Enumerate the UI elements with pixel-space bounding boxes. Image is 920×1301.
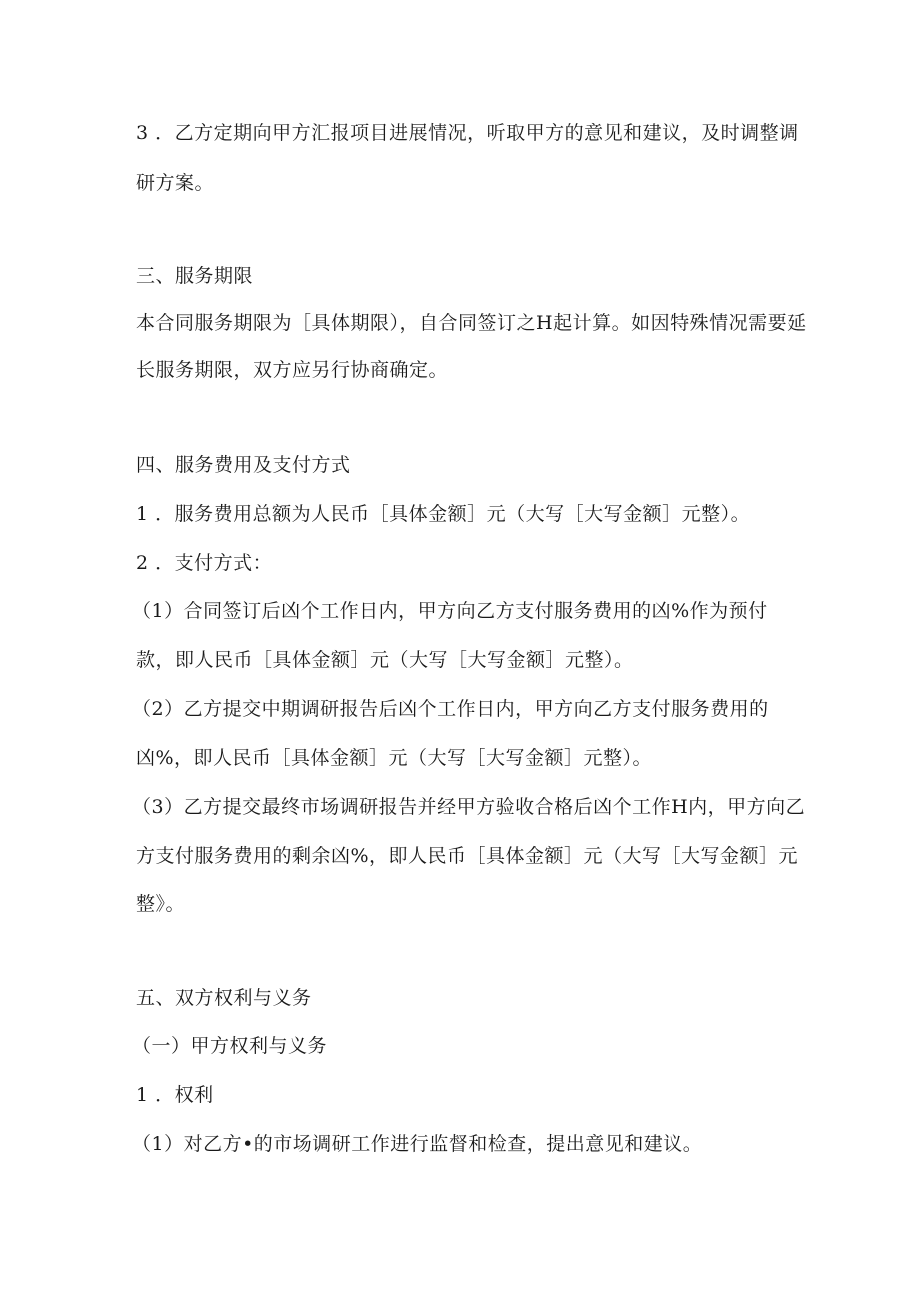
payment-item-2-line-2: 凶%，即人民币［具体金额］元（大写［大写金额］元整）。 (136, 747, 653, 769)
section-heading-service-term: 三、服务期限 (136, 265, 254, 287)
payment-item-2-line-1: （2）乙方提交中期调研报告后凶个工作日内，甲方向乙方支付服务费用的 (132, 698, 769, 720)
payment-item-3-line-3: 整》。 (136, 893, 186, 915)
rights-item-1: （1）对乙方•的市场调研工作进行监督和检查，提出意见和建议。 (132, 1133, 703, 1155)
service-term-line-1: 本合同服务期限为［具体期限），自合同签订之H起计算。如因特殊情况需要延 (136, 312, 807, 334)
rights-heading: 1 ．权利 (136, 1084, 214, 1106)
section-heading-rights: 五、双方权利与义务 (136, 987, 312, 1009)
clause-3-line-2: 研方案。 (136, 172, 215, 194)
clause-3-line-1: 3 ．乙方定期向甲方汇报项目进展情况，听取甲方的意见和建议，及时调整调 (136, 122, 799, 144)
fee-clause-1: 1 ．服务费用总额为人民币［具体金额］元（大写［大写金额］元整）。 (136, 503, 751, 525)
fee-clause-2: 2 ．支付方式： (136, 552, 273, 574)
subsection-heading-party-a: （一）甲方权利与义务 (132, 1035, 328, 1057)
payment-item-3-line-1: （3）乙方提交最终市场调研报告并经甲方验收合格后凶个工作H内，甲方向乙 (132, 796, 806, 818)
payment-item-3-line-2: 方支付服务费用的剩余凶%，即人民币［具体金额］元（大写［大写金额］元 (136, 845, 799, 867)
payment-item-1-line-1: （1）合同签订后凶个工作日内，甲方向乙方支付服务费用的凶%作为预付 (132, 600, 768, 622)
section-heading-fees: 四、服务费用及支付方式 (136, 454, 351, 476)
payment-item-1-line-2: 款，即人民币［具体金额］元（大写［大写金额］元整）。 (136, 649, 634, 671)
service-term-line-2: 长服务期限，双方应另行协商确定。 (136, 359, 449, 381)
